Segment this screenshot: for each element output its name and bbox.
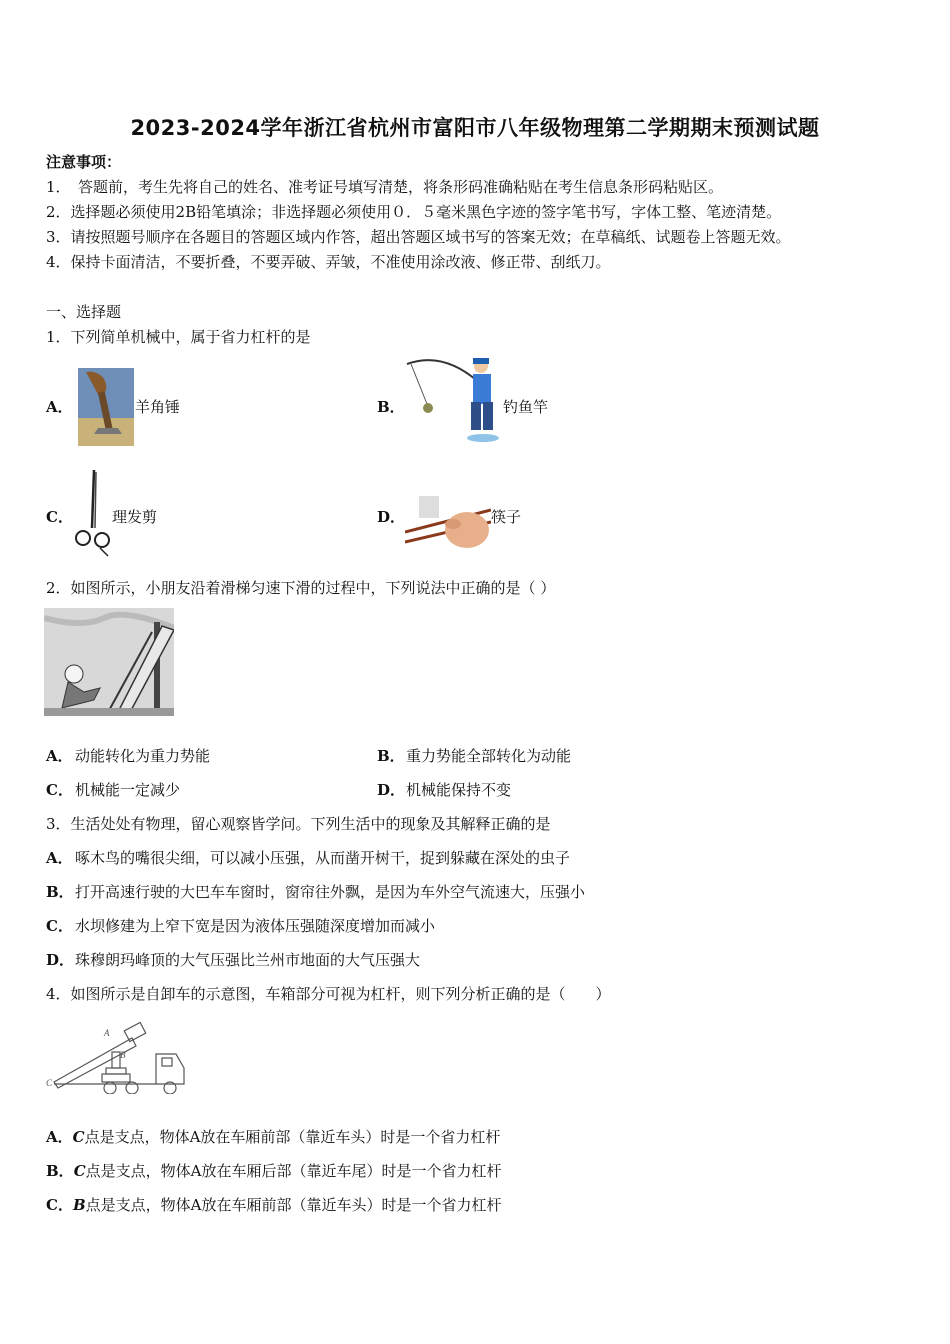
question-stem-2: 2．如图所示，小朋友沿着滑梯匀速下滑的过程中，下列说法中正确的是（ ） <box>46 579 556 597</box>
option-text: 钓鱼竿 <box>503 398 549 416</box>
option-letter: C． <box>46 1196 73 1214</box>
option-line <box>46 1161 501 1181</box>
option-letter: B． <box>46 883 74 901</box>
option-text: 水坝修建为上窄下宽是因为液体压强随深度增加而减小 <box>75 917 436 935</box>
option-letter: D． <box>46 951 75 969</box>
option-letter: D． <box>377 508 406 526</box>
notice-heading: 注意事项： <box>46 153 122 171</box>
option-text: 点是支点，物体A放在车厢前部（靠近车头）时是一个省力杠杆 <box>85 1196 502 1214</box>
figure-label-b: B <box>120 1050 126 1060</box>
option-text: 点是支点，物体A放在车厢后部（靠近车尾）时是一个省力杠杆 <box>85 1162 502 1180</box>
option-text: 珠穆朗玛峰顶的大气压强比兰州市地面的大气压强大 <box>75 951 421 969</box>
option-text: 动能转化为重力势能 <box>75 747 211 765</box>
option-letter: D． <box>377 781 406 799</box>
option-letter: C． <box>46 781 73 799</box>
notice-item: 3．请按照题号顺序在各题目的答题区域内作答，超出答题区域书写的答案无效；在草稿纸、试题卷上答题无效。 <box>46 228 791 246</box>
chopsticks-image <box>405 496 491 554</box>
option-text: 重力势能全部转化为动能 <box>406 747 572 765</box>
notice-item: 4．保持卡面清洁，不要折叠，不要弄破、弄皱，不准使用涂改液、修正带、刮纸刀。 <box>46 253 611 271</box>
option-point: C <box>73 1162 86 1180</box>
option-letter: C． <box>46 508 73 526</box>
option-text: 点是支点，物体A放在车厢前部（靠近车头）时是一个省力杠杆 <box>84 1128 501 1146</box>
page-title: 2023-2024学年浙江省杭州市富阳市八年级物理第二学期期末预测试题 <box>130 116 820 140</box>
option-point: B <box>72 1196 86 1214</box>
scissors-image <box>72 468 114 558</box>
option-line <box>46 1127 500 1147</box>
question-stem-1: 1．下列简单机械中，属于省力杠杆的是 <box>46 328 311 346</box>
option-letter: B． <box>377 398 405 416</box>
slide-child-image <box>44 608 174 716</box>
option-letter: B． <box>377 747 405 765</box>
option-letter: B． <box>46 1162 74 1180</box>
option-letter: A． <box>46 849 73 867</box>
option-text: 啄木鸟的嘴很尖细，可以减小压强，从而凿开树干，捉到躲藏在深处的虫子 <box>75 849 571 867</box>
question-stem-3: 3．生活处处有物理，留心观察皆学问。下列生活中的现象及其解释正确的是 <box>46 815 551 833</box>
option-text: 机械能一定减少 <box>75 781 181 799</box>
claw-hammer-image <box>78 368 134 446</box>
question-stem-4: 4．如图所示是自卸车的示意图，车箱部分可视为杠杆，则下列分析正确的是（ ） <box>46 985 611 1003</box>
option-letter: C． <box>46 917 73 935</box>
option-point: C <box>72 1128 85 1146</box>
fishing-rod-image <box>405 356 500 446</box>
option-line <box>46 1195 501 1215</box>
option-text: 筷子 <box>491 508 522 526</box>
option-text: 羊角锤 <box>135 398 181 416</box>
option-text: 理发剪 <box>112 508 158 526</box>
dump-truck-diagram <box>44 1012 189 1094</box>
option-text: 打开高速行驶的大巴车车窗时，窗帘往外飘，是因为车外空气流速大，压强小 <box>75 883 586 901</box>
notice-item: 2．选择题必须使用2B铅笔填涂；非选择题必须使用０．５毫米黑色字迹的签字笔书写，字体工整、笔迹清楚。 <box>46 203 782 221</box>
figure-label-a: A <box>104 1028 110 1038</box>
notice-item: 1． 答题前，考生先将自己的姓名、准考证号填写清楚，将条形码准确粘贴在考生信息条形码粘贴区。 <box>46 178 724 196</box>
option-text: 机械能保持不变 <box>406 781 512 799</box>
figure-label-c: C <box>46 1078 53 1088</box>
section-heading: 一、选择题 <box>46 303 122 321</box>
option-letter: A． <box>46 398 73 416</box>
option-letter: A． <box>46 1128 73 1146</box>
option-letter: A． <box>46 747 73 765</box>
